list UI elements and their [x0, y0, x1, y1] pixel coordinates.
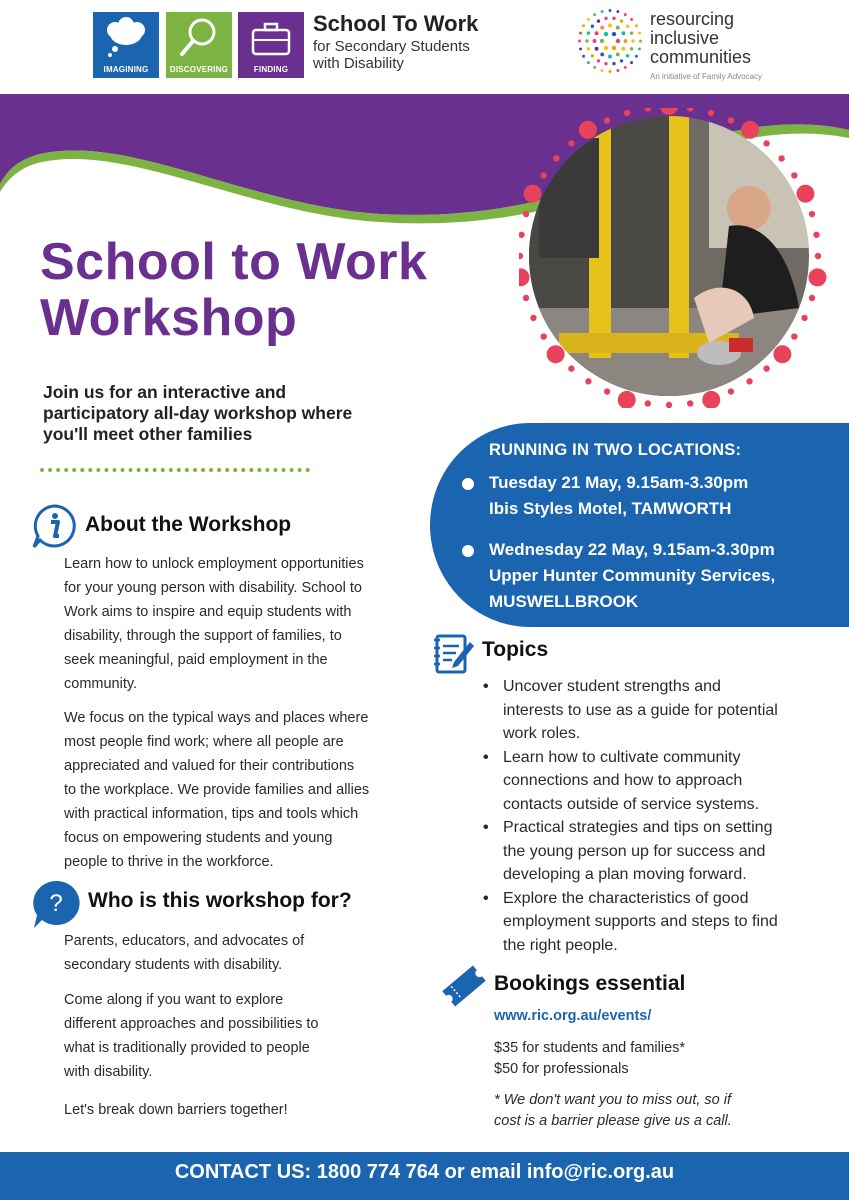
- intro-line: you'll meet other families: [43, 424, 253, 444]
- decor-dot: [778, 155, 784, 161]
- logo-dot: [638, 32, 641, 35]
- logo-dot: [591, 25, 594, 28]
- text-line: what is traditionally provided to people: [64, 1040, 310, 1056]
- notepad-icon: [432, 632, 476, 676]
- logo-dot: [612, 46, 616, 50]
- decor-dot: [547, 345, 565, 363]
- page-title: [40, 234, 427, 346]
- logo-dot: [587, 61, 590, 64]
- logo-dot: [579, 47, 582, 50]
- about-title: About the Workshop: [85, 513, 292, 536]
- text-line: secondary students with disability.: [64, 957, 283, 973]
- text-line: employment supports and steps to find: [503, 913, 778, 930]
- decor-dot: [728, 388, 734, 394]
- decor-dot: [540, 172, 546, 178]
- logo-dot: [604, 62, 607, 65]
- decor-dot: [519, 253, 523, 259]
- text-line: developing a plan moving forward.: [503, 866, 747, 883]
- logo-dot: [587, 18, 590, 21]
- logo-dot: [587, 47, 590, 50]
- logo-dot: [635, 55, 638, 58]
- text-line: cost is a barrier please give us a call.: [494, 1113, 732, 1129]
- decor-dot: [579, 121, 597, 139]
- logo-dot: [604, 32, 608, 36]
- page-title-line: Workshop: [40, 289, 298, 347]
- decor-dot: [809, 211, 815, 217]
- svg-text:?: ?: [49, 890, 63, 917]
- logo-dot: [630, 61, 633, 64]
- logo-dot: [621, 31, 625, 35]
- discovering-tile: [166, 12, 232, 78]
- logo-dot: [630, 18, 633, 21]
- intro-text: [43, 382, 423, 445]
- decor-dot: [687, 108, 693, 112]
- logo-dot: [578, 40, 581, 43]
- text-line: to the workplace. We provide families and allies: [64, 782, 370, 798]
- text-line: people to thrive in the workforce.: [64, 854, 274, 870]
- imagining-label: IMAGINING: [103, 65, 149, 74]
- decor-dot: [618, 391, 636, 408]
- logo-dot: [600, 39, 604, 43]
- logo-dot: [631, 39, 634, 42]
- logo-dot: [620, 19, 623, 22]
- about-paragraph-1: [64, 552, 424, 696]
- logo-dot: [630, 31, 633, 34]
- text-line: • Explore the characteristics of good: [503, 889, 749, 907]
- decor-dot: [645, 400, 651, 406]
- org-name-line: communities: [650, 47, 752, 67]
- logo-dot: [608, 24, 612, 28]
- decor-dot: [540, 333, 546, 339]
- decor-dot: [660, 108, 678, 115]
- decor-dot: [801, 315, 807, 321]
- workshop-photo: [519, 108, 829, 408]
- decor-dot: [530, 315, 536, 321]
- decor-dot: [746, 378, 752, 384]
- locations-heading: RUNNING IN TWO LOCATIONS:: [489, 441, 742, 459]
- org-tagline: An initiative of Family Advocacy: [650, 72, 763, 81]
- location-venue: Upper Hunter Community Services,: [489, 566, 776, 585]
- decor-dot: [815, 253, 821, 259]
- location-date: Tuesday 21 May, 9.15am-3.30pm: [489, 473, 749, 492]
- location-venue: Ibis Styles Motel, TAMWORTH: [489, 499, 732, 518]
- decor-dot: [568, 140, 574, 146]
- decor-dot: [604, 117, 610, 123]
- logo-dot: [612, 17, 615, 20]
- program-subtitle-line: with Disability: [313, 55, 404, 72]
- text-line: seek meaningful, paid employment in the: [64, 652, 328, 668]
- org-name-line: resourcing: [650, 9, 735, 29]
- location-date: Wednesday 22 May, 9.15am-3.30pm: [489, 540, 775, 559]
- decor-dot: [813, 232, 819, 238]
- logo-dot: [626, 54, 629, 57]
- decor-dot: [519, 268, 530, 286]
- logo-dot: [638, 47, 641, 50]
- text-line: connections and how to approach: [503, 772, 743, 789]
- contact-footer: CONTACT US: 1800 774 764 or email info@ric.org.au: [0, 1152, 849, 1200]
- list-item: [483, 746, 828, 817]
- text-line: for your young person with disability. School to: [64, 580, 362, 596]
- text-line: Parents, educators, and advocates of: [64, 933, 305, 949]
- logo-dot: [604, 17, 607, 20]
- logo-dot: [585, 39, 588, 42]
- price-professionals: $50 for professionals: [494, 1061, 629, 1077]
- decor-dot: [666, 402, 672, 408]
- text-line: disability, through the support of families, to: [64, 628, 342, 644]
- decor-dot: [524, 185, 542, 203]
- decor-dot: [763, 365, 769, 371]
- who-title: Who is this workshop for?: [88, 889, 352, 912]
- text-line: interests to use as a guide for potential: [503, 701, 778, 719]
- logo-dot: [612, 62, 615, 65]
- logo-dot: [604, 46, 608, 50]
- info-icon: [30, 502, 78, 550]
- bookings-title: Bookings essential: [494, 972, 686, 995]
- who-paragraph-2: [64, 988, 424, 1084]
- logo-dot: [616, 39, 620, 43]
- text-line: work roles.: [503, 725, 581, 742]
- text-line: We focus on the typical ways and places where: [64, 710, 369, 726]
- price-students: $35 for students and families*: [494, 1040, 686, 1056]
- logo-dot: [597, 59, 600, 62]
- decor-dot: [708, 110, 714, 116]
- magnifier-icon: [166, 12, 232, 62]
- decor-dot: [523, 295, 529, 301]
- text-line: with practical information, tips and tools which: [64, 806, 359, 822]
- logo-dot: [609, 70, 612, 73]
- logo-dot: [624, 39, 628, 43]
- question-icon: [30, 878, 82, 930]
- logo-dot: [601, 10, 604, 13]
- text-line: appreciated and valued for their contributions: [64, 758, 355, 774]
- decor-dot: [687, 400, 693, 406]
- list-item: [483, 887, 828, 958]
- logo-dot: [582, 24, 585, 27]
- text-line: the right people.: [503, 936, 618, 954]
- logo-dot: [601, 69, 604, 72]
- logo-dot: [635, 24, 638, 27]
- text-line: • Learn how to cultivate community: [503, 748, 741, 766]
- logo-dot: [616, 10, 619, 13]
- org-name-line: inclusive: [650, 28, 720, 48]
- bullet-icon: [462, 545, 474, 557]
- topics-title: Topics: [482, 638, 549, 661]
- logo-dot: [595, 47, 599, 51]
- decor-dot: [808, 268, 826, 286]
- finding-tile: [238, 12, 304, 78]
- who-paragraph-3: Let's break down barriers together!: [64, 1102, 288, 1118]
- logo-dot: [630, 47, 633, 50]
- logo-dot: [609, 9, 612, 12]
- logo-dot: [600, 52, 604, 56]
- who-paragraph-1: [64, 929, 424, 977]
- imagining-tile: [93, 12, 159, 78]
- text-line: the young person up for success and: [503, 842, 766, 860]
- discovering-label: DISCOVERING: [169, 65, 229, 74]
- intro-line: participatory all-day workshop where: [43, 403, 353, 423]
- program-subtitle: [313, 38, 503, 72]
- bullet-icon: [462, 478, 474, 490]
- logo-dot: [593, 13, 596, 16]
- text-line: different approaches and possibilities to: [64, 1016, 319, 1032]
- program-title: School To Work: [313, 11, 479, 36]
- logo-dot: [626, 25, 629, 28]
- decor-dot: [624, 110, 630, 116]
- decor-dot: [645, 108, 651, 112]
- decor-dot: [809, 295, 815, 301]
- page-title-line: School to Work: [40, 233, 428, 291]
- text-line: • Practical strategies and tips on setting: [503, 819, 773, 836]
- logo-dot: [620, 59, 623, 62]
- locations-box: [430, 423, 849, 627]
- logo-dot: [616, 52, 620, 56]
- decor-dot: [791, 172, 797, 178]
- text-line: * We don't want you to miss out, so if: [494, 1092, 732, 1108]
- decor-dot: [568, 365, 574, 371]
- list-item: [483, 675, 828, 746]
- list-item: [483, 816, 828, 887]
- dotted-divider: [40, 468, 310, 472]
- logo-dot: [597, 19, 600, 22]
- logo-dot: [593, 66, 596, 69]
- text-line: most people find work; where all people are: [64, 734, 344, 750]
- decor-dot: [741, 121, 759, 139]
- events-link[interactable]: www.ric.org.au/events/: [494, 1008, 652, 1024]
- text-line: focus on empowering students and young: [64, 830, 333, 846]
- org-name: [650, 10, 751, 67]
- briefcase-icon: [238, 12, 304, 62]
- logo-dot: [616, 26, 620, 30]
- logo-dot: [593, 39, 597, 43]
- logo-dot: [579, 32, 582, 35]
- decor-dot: [763, 140, 769, 146]
- about-paragraph-2: [64, 706, 424, 874]
- location-town: MUSWELLBROOK: [489, 592, 639, 611]
- decor-dot: [773, 345, 791, 363]
- decor-dot: [585, 378, 591, 384]
- finding-label: FINDING: [253, 65, 289, 74]
- location-item-muswellbrook: [489, 537, 775, 615]
- logo-dot: [616, 69, 619, 72]
- decor-dot: [728, 117, 734, 123]
- ticket-icon: [438, 962, 490, 1010]
- logo-dot: [587, 31, 590, 34]
- decor-dot: [553, 155, 559, 161]
- decor-dot: [702, 391, 720, 408]
- decor-dot: [523, 211, 529, 217]
- logo-dot: [612, 32, 616, 36]
- text-line: with disability.: [64, 1064, 153, 1080]
- decor-dot: [604, 388, 610, 394]
- text-line: community.: [64, 676, 138, 692]
- location-item-tamworth: [489, 470, 748, 522]
- text-line: • Uncover student strengths and: [503, 678, 721, 695]
- topics-list: [483, 675, 828, 957]
- text-line: Come along if you want to explore: [64, 992, 284, 1008]
- logo-dot: [582, 55, 585, 58]
- intro-line: Join us for an interactive and: [43, 382, 287, 402]
- logo-dot: [639, 40, 642, 43]
- logo-dot: [621, 47, 625, 51]
- logo-dot: [595, 31, 599, 35]
- decor-dot: [791, 333, 797, 339]
- program-subtitle-line: for Secondary Students: [313, 38, 470, 55]
- decor-dot: [519, 232, 525, 238]
- logo-dot: [608, 55, 612, 59]
- logo-dot: [591, 54, 594, 57]
- text-line: Learn how to unlock employment opportunities: [64, 556, 364, 572]
- logo-dot: [624, 13, 627, 16]
- ric-logo-icon: [577, 8, 643, 74]
- logo-dot: [600, 26, 604, 30]
- decor-dot: [796, 185, 814, 203]
- logo-dot: [624, 66, 627, 69]
- thought-bubble-icon: [93, 12, 159, 62]
- cost-note: [494, 1090, 794, 1132]
- text-line: contacts outside of service systems.: [503, 795, 760, 813]
- text-line: Work aims to inspire and equip students with: [64, 604, 352, 620]
